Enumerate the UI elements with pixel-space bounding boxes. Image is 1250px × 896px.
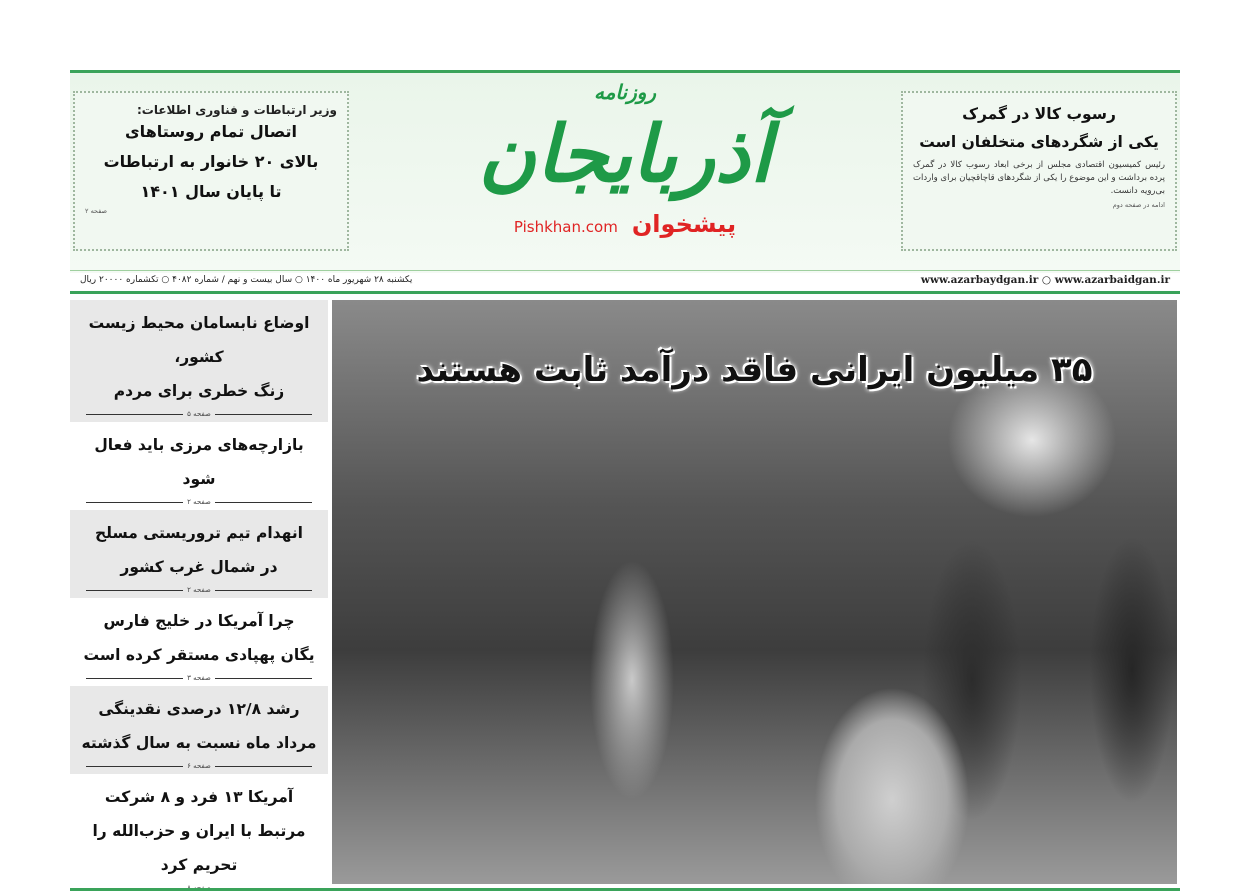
side-headline-item[interactable] bbox=[70, 510, 328, 598]
header bbox=[70, 70, 1180, 273]
left-teaser-box[interactable] bbox=[73, 91, 349, 251]
website-links[interactable]: www.azarbaydgan.ir ○ www.azarbaidgan.ir bbox=[920, 274, 1170, 286]
headline-line: رشد ۱۲/۸ درصدی نقدینگی bbox=[98, 700, 300, 718]
main-headline: ۳۵ میلیون ایرانی فاقد درآمد ثابت هستند bbox=[416, 350, 1093, 390]
watermark bbox=[514, 209, 736, 242]
side-headline-item[interactable] bbox=[70, 686, 328, 774]
headline-line: تحریم کرد bbox=[160, 856, 238, 874]
info-bar bbox=[70, 270, 1180, 294]
page-ref: صفحه ۲ bbox=[86, 498, 312, 506]
teaser-headline-line: بالای ۲۰ خانوار به ارتباطات bbox=[103, 152, 319, 171]
issue-date-info: یکشنبه ۲۸ شهریور ماه ۱۴۰۰ ○ سال بیست و نهم / شماره ۴۰۸۲ ○ تکشماره ۲۰۰۰۰ ریال bbox=[80, 275, 413, 285]
headline-line: آمریکا ۱۳ فرد و ۸ شرکت bbox=[104, 788, 294, 806]
headline-line: انهدام تیم تروریستی مسلح bbox=[95, 524, 303, 542]
masthead-subtitle: روزنامه bbox=[593, 80, 657, 104]
page-ref: صفحه ۳ bbox=[86, 674, 312, 682]
teaser-headline-line: اتصال تمام روستاهای bbox=[125, 122, 297, 141]
bottom-divider bbox=[70, 888, 1180, 891]
teaser-page-ref: ادامه در صفحه دوم bbox=[1112, 201, 1165, 209]
headline-line: اوضاع نابسامان محیط زیست کشور، bbox=[88, 314, 310, 366]
teaser-page-ref: صفحه ۲ bbox=[85, 207, 108, 215]
teaser-kicker: وزیر ارتباطات و فناوری اطلاعات: bbox=[136, 103, 337, 117]
page-ref: صفحه ۶ bbox=[86, 762, 312, 770]
masthead-logo bbox=[360, 73, 890, 273]
teaser-headline-line: تا پایان سال ۱۴۰۱ bbox=[140, 182, 282, 201]
side-headline-item[interactable] bbox=[70, 598, 328, 686]
page-ref: صفحه ۲ bbox=[86, 586, 312, 594]
teaser-headline-line: رسوب کالا در گمرک bbox=[962, 105, 1116, 123]
headline-line: مرتبط با ایران و حزب‌الله را bbox=[92, 822, 306, 840]
side-headline-item[interactable] bbox=[70, 300, 328, 422]
watermark-text: پیشخوان bbox=[631, 210, 737, 238]
watermark-url: Pishkhan.com bbox=[513, 218, 618, 236]
headline-line: در شمال غرب کشور bbox=[120, 558, 278, 576]
headline-line: زنگ خطری برای مردم bbox=[113, 382, 285, 400]
headline-line: مرداد ماه نسبت به سال گذشته bbox=[81, 734, 317, 752]
teaser-headline-line: یکی از شگردهای متخلفان است bbox=[919, 133, 1159, 151]
newspaper-front-page bbox=[70, 70, 1180, 892]
headline-line: چرا آمریکا در خلیج فارس bbox=[103, 612, 295, 630]
masthead-title: آذربایجان bbox=[478, 109, 772, 200]
page-ref: صفحه ۵ bbox=[86, 410, 312, 418]
right-teaser-box[interactable] bbox=[901, 91, 1177, 251]
headline-line: بازارچه‌های مرزی باید فعال شود bbox=[94, 436, 304, 488]
side-headlines bbox=[70, 300, 328, 892]
side-headline-item[interactable] bbox=[70, 422, 328, 510]
side-headline-item[interactable] bbox=[70, 774, 328, 896]
main-photo-bazaar-crowd[interactable] bbox=[332, 300, 1177, 884]
teaser-body: رئیس کمیسیون اقتصادی مجلس از برخی ابعاد رسوب کالا در گمرک پرده برداشت و این موضوع را یکی از شگردهای قاچاقچیان برای واردات بی‌رویه دانست. bbox=[913, 160, 1165, 196]
headline-line: یگان پهپادی مستقر کرده است bbox=[83, 646, 315, 664]
